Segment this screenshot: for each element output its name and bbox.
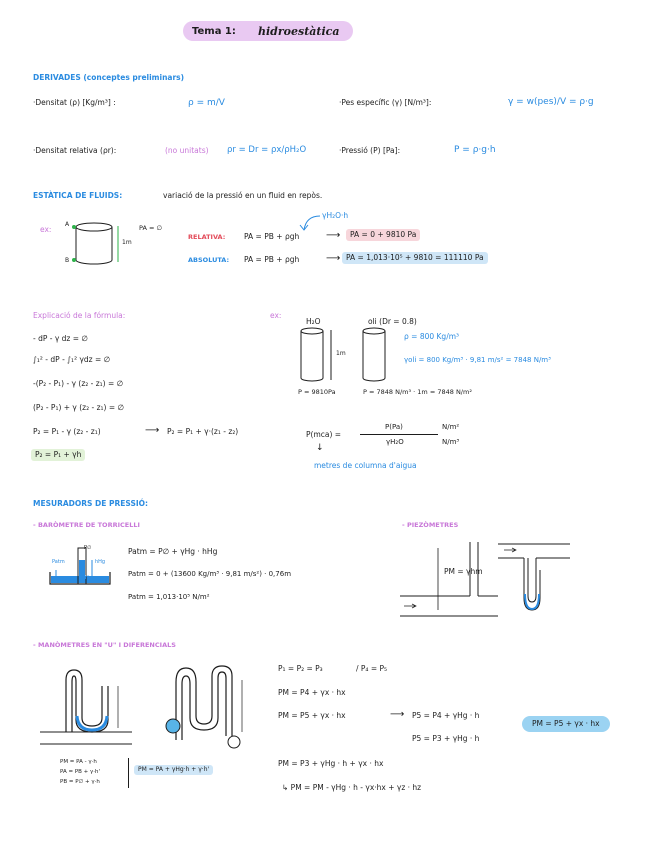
manometres-heading: - MANÒMETRES EN "U" I DIFERENCIALS [33,641,176,649]
h2o-label: H₂O [306,317,321,326]
relativa-note: (no unitats) [165,146,209,155]
fraction-bar [360,434,438,435]
point-a: A [65,221,70,228]
arrow-right-icon: ⟶ [326,230,341,241]
gamma-oli: γoli = 800 Kg/m³ · 9,81 m/s² = 7848 N/m³ [404,356,551,364]
hg-label: Hg [85,575,92,581]
explicacio-line-5: P₂ = P₁ - γ (z₂ - z₁) [33,427,101,436]
exemple2-height: 1m [336,350,346,357]
mca-desc: metres de columna d'aigua [314,461,417,470]
man-eq-d: P5 = P3 + γHg · h [412,734,480,743]
absoluta-eq: PA = PB + ρgh [244,255,300,264]
gamma-h-note: γH₂O·h [322,211,349,220]
explicacio-line-2: ∫₁² - dP - ∫₁² γdz = ∅ [33,355,111,364]
mca-left: P(mca) = [306,430,342,439]
point-b: B [65,257,70,264]
barometre-heading: - BARÒMETRE DE TORRICELLI [33,521,140,529]
man-eq-a2: / P₄ = P₅ [356,664,388,673]
man-eq-c-arrow: P5 = P4 + γHg · h [412,711,480,720]
explicacio-arrow-result: P₂ = P₁ + γ·(z₁ - z₂) [167,427,239,436]
pes-formula: γ = w(pes)/V = ρ·g [508,97,594,107]
patm-label: Patm [52,559,65,565]
relativa-formula: ρr = Dr = ρx/ρH₂O [227,145,307,155]
mca-denominator: γH₂O [386,438,404,446]
height-1m: 1m [122,239,132,246]
pressio-label: ·Pressió (P) [Pa]: [339,146,401,155]
absoluta-tag: ABSOLUTA: [188,256,230,264]
arrow-right-icon: ⟶ [390,709,405,720]
title-name: hidroestàtica [258,25,340,38]
rho-oli: ρ = 800 Kg/m³ [404,332,460,341]
hhg-label: hHg [95,559,106,565]
explicacio-final: P₂ = P₁ + γh [31,449,85,461]
p-h2o: P = 9810Pa [298,388,336,396]
mesuradors-heading: MESURADORS DE PRESSIÓ: [33,499,149,508]
relativa-tag: RELATIVA: [188,233,226,241]
oli-label: oli (Dr = 0.8) [368,317,417,326]
densitat-formula: ρ = m/V [188,98,225,108]
man-eq-a: P₁ = P₂ = P₃ [278,664,323,673]
man-eq-e: PM = P3 + γHg · h + γx · hx [278,759,384,768]
man-eq-f: ↳ PM = PM - γHg · h - γx·hx + γz · hz [282,783,422,792]
down-arrow-icon: ↓ [316,443,324,453]
explicacio-line-4: (P₂ - P₁) + γ (z₂ - z₁) = ∅ [33,403,125,412]
p0-label: P∅ [84,545,92,551]
title-prefix: Tema 1: [192,26,236,37]
legend-line-1: PM = PA - γ·h [60,759,97,765]
relativa-eq: PA = PB + ρgh [244,232,300,241]
barometre-figure [48,542,118,590]
estatica-heading: ESTÀTICA DE FLUIDS: [33,191,123,200]
piezometres-heading: - PIEZÒMETRES [402,521,459,529]
man-eq-c: PM = P5 + γx · hx [278,711,346,720]
relativa-label: ·Densitat relativa (ρr): [33,146,117,155]
estatica-desc: variació de la pressió en un fluid en repòs. [163,191,323,200]
mca-unit-den: N/m³ [442,438,460,446]
arrow-right-icon: ⟶ [145,425,160,436]
derivades-heading: DERIVADES (conceptes preliminars) [33,73,185,82]
mca-numerator: P(Pa) [385,423,403,431]
arrow-right-icon: ⟶ [326,253,341,264]
pressio-formula: P = ρ·g·h [454,145,496,155]
manometres-figure [36,656,276,756]
p-oli: P = 7848 N/m³ · 1m = 7848 N/m² [363,388,472,396]
absoluta-result: PA = 1,013·10⁵ + 9810 = 111110 Pa [342,252,488,264]
man-eq-b: PM = P4 + γx · hx [278,688,346,697]
explicacio-line-1: - dP - γ dz = ∅ [33,334,88,343]
piezometres-figure [398,532,574,622]
relativa-result: PA = 0 + 9810 Pa [346,229,420,241]
legend-line-2: PA = PB + γ·h' [60,769,101,775]
legend-result: PM = PA + γHg·h + γ·h' [134,765,213,775]
two-columns-figure [298,326,408,386]
mca-unit-num: N/m² [442,423,460,431]
barometre-eq-1: Patm = P∅ + γHg · hHg [128,547,218,556]
barometre-eq-3: Patm = 1,013·10⁵ N/m² [128,593,210,601]
densitat-label: ·Densitat (ρ) [Kg/m³] : [33,98,116,107]
legend-brace [128,758,129,788]
legend-line-3: PB = P∅ + γ·h [60,779,100,785]
barometre-eq-2: Patm = 0 + (13600 Kg/m³ · 9,81 m/s²) · 0,76m [128,570,292,578]
pes-label: ·Pes específic (γ) [N/m³]: [339,98,432,107]
exemple2-ex: ex: [270,311,282,320]
piezo-eq: PM = γhm [444,567,483,576]
boxed-result: PM = P5 + γx · hx [522,716,610,732]
estatica-ex: ex: [40,225,52,234]
explicacio-heading: Explicació de la fórmula: [33,311,126,320]
explicacio-line-3: -(P₂ - P₁) - γ (z₂ - z₁) = ∅ [33,379,124,388]
pa-zero: PA = ∅ [139,224,163,232]
